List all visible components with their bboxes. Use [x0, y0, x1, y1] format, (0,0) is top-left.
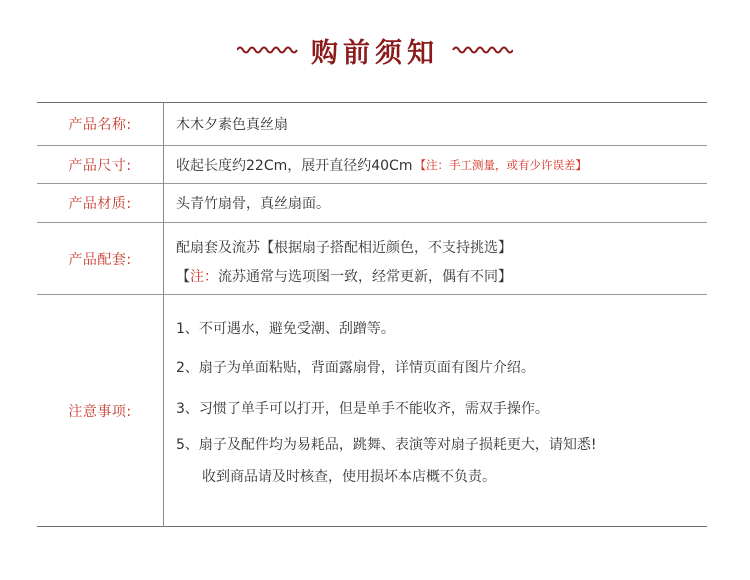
value-product-material: [176, 184, 706, 222]
label-product-name: 产品名称:: [68, 117, 132, 133]
accessories-note-text: 流苏通常与选项图一致，经常更新，偶有不同】: [218, 269, 512, 285]
product-name-text: 木木夕素色真丝扇: [176, 117, 288, 133]
precaution-item: 3、习惯了单手可以打开，但是单手不能收齐，需双手操作。: [176, 401, 549, 417]
value-product-name: [176, 103, 706, 145]
precaution-item: 收到商品请及时核查，使用损坏本店概不负责。: [202, 469, 496, 485]
precaution-item: 2、扇子为单面粘贴，背面露扇骨，详情页面有图片介绍。: [176, 360, 535, 376]
precaution-item: 5、扇子及配件均为易耗品，跳舞、表演等对扇子损耗更大，请知悉!: [176, 437, 597, 453]
right-wave-ornament: [451, 44, 513, 56]
label-product-accessories: 产品配套:: [68, 251, 132, 268]
accessories-bracket: 【: [176, 269, 190, 285]
product-size-text: 收起长度约22Cm，展开直径约40Cm: [176, 157, 413, 174]
value-product-size: [176, 146, 706, 183]
accessories-note-prefix: 注：: [190, 269, 218, 285]
accessories-line-2: [176, 266, 512, 286]
label-product-size: 产品尺寸:: [68, 157, 132, 174]
precaution-item: 1、不可遇水，避免受潮、刮蹭等。: [176, 321, 395, 337]
label-product-material: 产品材质:: [68, 196, 132, 212]
product-material-text: 头青竹扇骨，真丝扇面。: [176, 196, 330, 212]
label-precautions: 注意事项:: [68, 403, 132, 420]
table-bottom-rule: [37, 526, 707, 527]
page-header: [0, 30, 750, 70]
size-measure-note: 【注：手工测量，或有少许误差】: [414, 157, 587, 172]
accessories-line-1: 配扇套及流苏【根据扇子搭配相近颜色，不支持挑选】: [176, 240, 512, 256]
left-wave-ornament: [237, 44, 299, 56]
column-divider: [163, 103, 164, 527]
page-title: 购前须知: [311, 37, 439, 69]
